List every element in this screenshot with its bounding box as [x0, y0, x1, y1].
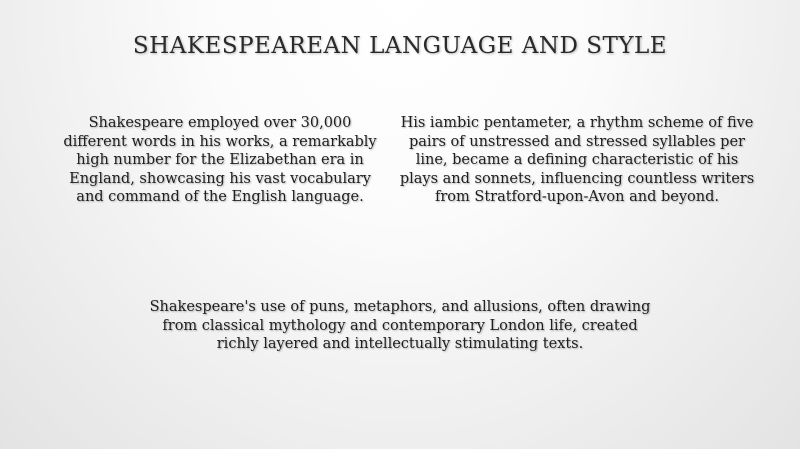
paragraph-iambic-pentameter: His iambic pentameter, a rhythm scheme of five pairs of unstressed and stressed syllables per line, became a defining characteristic of his plays and sonnets, influencing countless writers from Stratford-upon-Avon and beyond.	[399, 115, 755, 205]
paragraph-wordplay: Shakespeare's use of puns, metaphors, and allusions, often drawing from classical mythology and contemporary London life, created richly layered and intellectually stimulating texts.	[149, 299, 651, 352]
slide-title: SHAKESPEAREAN LANGUAGE AND STYLE	[132, 33, 668, 59]
paragraph-vocabulary: Shakespeare employed over 30,000 different words in his works, a remarkably high number for the Elizabethan era in England, showcasing his vast vocabulary and command of the English language.	[63, 115, 377, 205]
